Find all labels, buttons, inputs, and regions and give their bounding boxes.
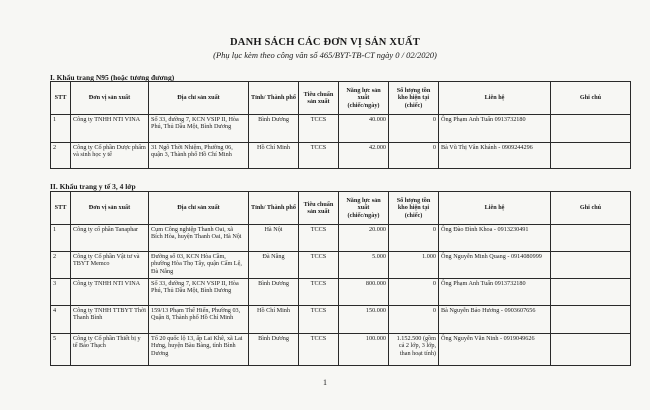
table-row bbox=[51, 225, 631, 252]
cell-stt: 3 bbox=[51, 279, 71, 306]
cell-unit: Công ty Cổ phần Dược phẩm và sinh học y tế bbox=[71, 143, 149, 169]
cell-stt: 2 bbox=[51, 252, 71, 279]
table-header-row bbox=[51, 82, 631, 115]
table-row bbox=[51, 279, 631, 306]
cell-standard: TCCS bbox=[299, 279, 339, 306]
header-capacity: Năng lực sản xuất (chiếc/ngày) bbox=[339, 82, 389, 115]
page-number: 1 bbox=[323, 378, 327, 387]
cell-address: 31 Ngô Thời Nhiệm, Phường 06, quận 3, Thành phố Hồ Chí Minh bbox=[149, 143, 249, 169]
cell-capacity: 100.000 bbox=[339, 334, 389, 366]
table-row bbox=[51, 334, 631, 366]
header-stt: STT bbox=[51, 82, 71, 115]
header-province: Tỉnh/ Thành phố bbox=[249, 82, 299, 115]
cell-notes bbox=[551, 279, 631, 306]
cell-stock: 0 bbox=[389, 306, 439, 334]
cell-notes bbox=[551, 143, 631, 169]
cell-address: Đường số 03, KCN Hòa Cầm, phường Hòa Thọ Tây, quận Cẩm Lệ, Đà Nẵng bbox=[149, 252, 249, 279]
cell-province: Hồ Chí Minh bbox=[249, 143, 299, 169]
cell-standard: TCCS bbox=[299, 252, 339, 279]
cell-standard: TCCS bbox=[299, 143, 339, 169]
header-standard: Tiêu chuẩn sản xuất bbox=[299, 192, 339, 225]
cell-notes bbox=[551, 306, 631, 334]
cell-contact: Bà Nguyễn Bảo Hương - 0903607656 bbox=[439, 306, 551, 334]
cell-stt: 5 bbox=[51, 334, 71, 366]
medical-mask-table bbox=[50, 191, 631, 366]
cell-contact: Ông Phạm Anh Tuấn 0913732180 bbox=[439, 279, 551, 306]
header-stock: Số lượng tồn kho hiện tại (chiếc) bbox=[389, 82, 439, 115]
cell-stt: 1 bbox=[51, 225, 71, 252]
header-address: Địa chỉ sản xuất bbox=[149, 192, 249, 225]
cell-stt: 2 bbox=[51, 143, 71, 169]
cell-capacity: 150.000 bbox=[339, 306, 389, 334]
header-notes: Ghi chú bbox=[551, 82, 631, 115]
cell-address: 159/13 Phạm Thế Hiển, Phường 03, Quận 8, Thành phố Hồ Chí Minh bbox=[149, 306, 249, 334]
header-unit: Đơn vị sản xuất bbox=[71, 192, 149, 225]
cell-contact: Bà Vũ Thị Vân Khánh - 0909244296 bbox=[439, 143, 551, 169]
cell-capacity: 40.000 bbox=[339, 115, 389, 143]
table-row bbox=[51, 306, 631, 334]
cell-notes bbox=[551, 115, 631, 143]
cell-standard: TCCS bbox=[299, 225, 339, 252]
cell-notes bbox=[551, 225, 631, 252]
header-capacity: Năng lực sản xuất (chiếc/ngày) bbox=[339, 192, 389, 225]
cell-province: Đà Nẵng bbox=[249, 252, 299, 279]
cell-unit: Công ty TNHH NTI VINA bbox=[71, 115, 149, 143]
cell-province: Bình Dương bbox=[249, 334, 299, 366]
cell-contact: Ông Đào Đình Khoa - 0913230491 bbox=[439, 225, 551, 252]
header-contact: Liên hệ bbox=[439, 82, 551, 115]
cell-unit: Công ty cổ phần Tanaphar bbox=[71, 225, 149, 252]
cell-contact: Ông Phạm Anh Tuấn 0913732180 bbox=[439, 115, 551, 143]
cell-capacity: 42.000 bbox=[339, 143, 389, 169]
cell-capacity: 5.000 bbox=[339, 252, 389, 279]
cell-stock: 0 bbox=[389, 115, 439, 143]
cell-stock: 0 bbox=[389, 225, 439, 252]
document-subtitle: (Phụ lục kèm theo công văn số 465/BYT-TB-CT ngày 0 / 02/2020) bbox=[213, 50, 437, 60]
table-header-row bbox=[51, 192, 631, 225]
cell-stt: 4 bbox=[51, 306, 71, 334]
cell-standard: TCCS bbox=[299, 334, 339, 366]
cell-standard: TCCS bbox=[299, 306, 339, 334]
cell-contact: Ông Nguyễn Văn Ninh - 0919049626 bbox=[439, 334, 551, 366]
section-2-heading: II. Khẩu trang y tế 3, 4 lớp bbox=[50, 182, 136, 191]
cell-province: Hồ Chí Minh bbox=[249, 306, 299, 334]
cell-capacity: 800.000 bbox=[339, 279, 389, 306]
cell-stock: 0 bbox=[389, 279, 439, 306]
cell-unit: Công ty Cổ phần Vật tư và TBYT Memco bbox=[71, 252, 149, 279]
header-unit: Đơn vị sản xuất bbox=[71, 82, 149, 115]
cell-address: Cụm Công nghiệp Thanh Oai, xã Bích Hòa, huyện Thanh Oai, Hà Nội bbox=[149, 225, 249, 252]
cell-stt: 1 bbox=[51, 115, 71, 143]
document-title: DANH SÁCH CÁC ĐƠN VỊ SẢN XUẤT bbox=[230, 37, 420, 48]
cell-province: Bình Dương bbox=[249, 279, 299, 306]
cell-standard: TCCS bbox=[299, 115, 339, 143]
cell-unit: Công ty TNHH TTBYT Thời Thanh Bình bbox=[71, 306, 149, 334]
section-1-heading: I. Khẩu trang N95 (hoặc tương đương) bbox=[50, 73, 175, 82]
header-notes: Ghi chú bbox=[551, 192, 631, 225]
header-standard: Tiêu chuẩn sản xuất bbox=[299, 82, 339, 115]
cell-stock: 1.000 bbox=[389, 252, 439, 279]
table-row bbox=[51, 252, 631, 279]
cell-capacity: 20.000 bbox=[339, 225, 389, 252]
n95-table bbox=[50, 81, 631, 169]
cell-unit: Công ty TNHH NTI VINA bbox=[71, 279, 149, 306]
header-address: Địa chỉ sản xuất bbox=[149, 82, 249, 115]
cell-address: Số 33, đường 7, KCN VSIP II, Hòa Phú, Thủ Dầu Một, Bình Dương bbox=[149, 279, 249, 306]
cell-notes bbox=[551, 252, 631, 279]
cell-stock: 1.152.500 (gồm cả 2 lớp, 3 lớp, than hoạt tính) bbox=[389, 334, 439, 366]
cell-notes bbox=[551, 334, 631, 366]
cell-address: Số 33, đường 7, KCN VSIP II, Hòa Phú, Thủ Dầu Một, Bình Dương bbox=[149, 115, 249, 143]
cell-province: Bình Dương bbox=[249, 115, 299, 143]
table-row bbox=[51, 143, 631, 169]
table-row bbox=[51, 115, 631, 143]
header-stock: Số lượng tồn kho hiện tại (chiếc) bbox=[389, 192, 439, 225]
cell-stock: 0 bbox=[389, 143, 439, 169]
cell-unit: Công ty Cổ phần Thiết bị y tế Bảo Thạch bbox=[71, 334, 149, 366]
cell-province: Hà Nội bbox=[249, 225, 299, 252]
cell-address: Tổ 20 quốc lộ 13, ấp Lai Khê, xã Lai Hưng, huyện Bàu Bàng, tỉnh Bình Dương bbox=[149, 334, 249, 366]
header-contact: Liên hệ bbox=[439, 192, 551, 225]
cell-contact: Ông Nguyễn Minh Quang - 0914080999 bbox=[439, 252, 551, 279]
header-stt: STT bbox=[51, 192, 71, 225]
header-province: Tỉnh/ Thành phố bbox=[249, 192, 299, 225]
